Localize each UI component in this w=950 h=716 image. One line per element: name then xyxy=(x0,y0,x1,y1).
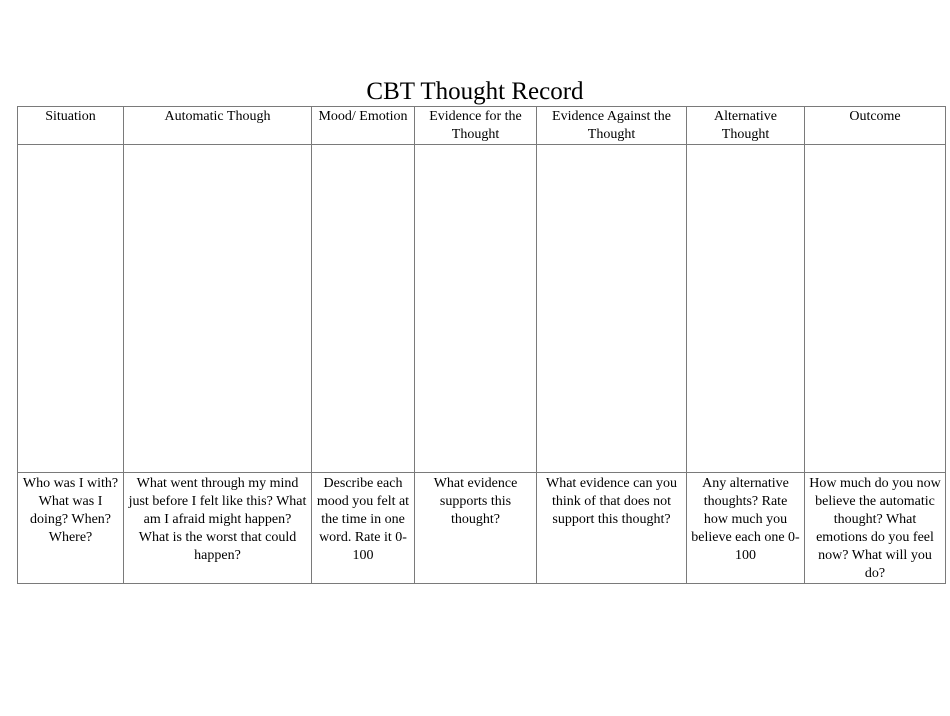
prompt-automatic-thought: What went through my mind just before I felt like this? What am I afraid might happen? What is the worst that could happen? xyxy=(124,473,312,584)
header-evidence-for: Evidence for the Thought xyxy=(415,107,537,145)
header-mood-emotion: Mood/ Emotion xyxy=(312,107,415,145)
entry-cell-alternative-thought[interactable] xyxy=(687,145,805,473)
entry-cell-evidence-against[interactable] xyxy=(537,145,687,473)
prompt-alternative-thought: Any alternative thoughts? Rate how much you believe each one 0-100 xyxy=(687,473,805,584)
prompt-evidence-for: What evidence supports this thought? xyxy=(415,473,537,584)
header-outcome: Outcome xyxy=(805,107,946,145)
entry-cell-mood-emotion[interactable] xyxy=(312,145,415,473)
entry-cell-outcome[interactable] xyxy=(805,145,946,473)
prompt-evidence-against: What evidence can you think of that does not support this thought? xyxy=(537,473,687,584)
page-title: CBT Thought Record xyxy=(366,78,584,105)
prompt-outcome: How much do you now believe the automatic thought? What emotions do you feel now? What will you do? xyxy=(805,473,946,584)
header-alternative-thought: Alternative Thought xyxy=(687,107,805,145)
header-evidence-against: Evidence Against the Thought xyxy=(537,107,687,145)
entry-row xyxy=(18,145,946,473)
prompt-mood-emotion: Describe each mood you felt at the time in one word. Rate it 0-100 xyxy=(312,473,415,584)
prompt-row xyxy=(18,473,946,584)
entry-cell-automatic-thought[interactable] xyxy=(124,145,312,473)
entry-cell-situation[interactable] xyxy=(18,145,124,473)
header-automatic-thought: Automatic Though xyxy=(124,107,312,145)
thought-record-table xyxy=(17,106,946,584)
prompt-situation: Who was I with? What was I doing? When? Where? xyxy=(18,473,124,584)
header-row xyxy=(18,107,946,145)
entry-cell-evidence-for[interactable] xyxy=(415,145,537,473)
header-situation: Situation xyxy=(18,107,124,145)
